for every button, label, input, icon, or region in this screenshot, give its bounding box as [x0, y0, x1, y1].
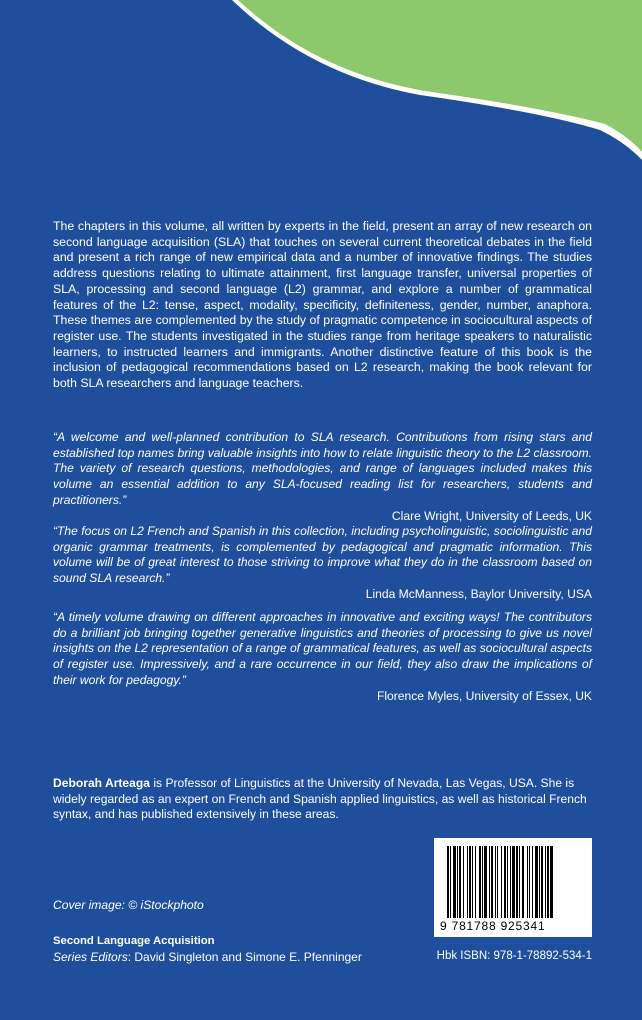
review-2 — [53, 524, 592, 603]
barcode-bar — [495, 846, 496, 918]
barcode-bar — [519, 846, 520, 918]
barcode-number: 9 781788 925341 — [440, 919, 546, 933]
barcode-bar — [545, 846, 546, 918]
review-quote: “A welcome and well-planned contribution to SLA research. Contributions from rising stars and established top names bring valuable insights into how to relate linguistic theory to the L2 classroom. The variety of research questions, methodologies, and range of languages included makes this volume an essential addition to any SLA-focused reading list for researchers, students and practitioners.” — [53, 430, 592, 507]
barcode-bar — [484, 846, 487, 918]
barcode-bar — [475, 846, 476, 918]
barcode-bar — [482, 846, 483, 918]
barcode-bar — [541, 846, 543, 918]
barcode-bar — [469, 846, 471, 918]
barcode-bar — [522, 846, 524, 918]
review-quote: “The focus on L2 French and Spanish in this collection, including psycholinguistic, sociolinguistic and organic grammar treatments, is complemented by pedagogical and pragmatic information. This volume will be of great interest to those striving to improve what they do in the classroom based on sound SLA research.” — [53, 524, 592, 586]
barcode-bar — [491, 846, 493, 918]
series-editors — [53, 950, 362, 964]
review-quote: “A timely volume drawing on different approaches in innovative and exciting ways! The contributors do a brilliant job bringing together generative linguistics and theories of processing to give us novel insights on the L2 representation of a range of grammatical features, as well as sociocultural aspects of register use. Impressively, and a rare occurrence in our field, they also draw the implications of their work for pedagogy.” — [53, 610, 592, 687]
barcode-bar — [510, 846, 511, 918]
barcode-bar — [497, 846, 498, 918]
review-attribution: Linda McManness, Baylor University, USA — [365, 586, 592, 601]
review-attribution: Clare Wright, University of Leeds, UK — [391, 508, 592, 523]
green-swoosh-decoration — [0, 0, 642, 170]
barcode-bar — [489, 846, 490, 918]
author-bio — [53, 776, 592, 823]
barcode-bar — [512, 846, 515, 918]
barcode-bar — [529, 846, 530, 918]
author-name: Deborah Arteaga — [53, 776, 150, 790]
barcode-bar — [447, 846, 449, 918]
review-1 — [53, 430, 592, 524]
barcode-bar — [527, 846, 528, 918]
author-bio-text: is Professor of Linguistics at the University of Nevada, Las Vegas, USA. She is widely regarded as an expert on French and Spanish applied linguistics, as well as historical French syntax, and has published extensively in these areas. — [53, 776, 587, 822]
barcode-bar — [550, 846, 553, 918]
series-editors-names: : David Singleton and Simone E. Pfenninger — [127, 950, 362, 964]
barcode-bar — [457, 846, 458, 918]
barcode-bar — [507, 846, 508, 918]
cover-image-credit: Cover image: © iStockphoto — [53, 898, 204, 912]
barcode-bar — [453, 846, 456, 918]
barcode — [434, 838, 592, 937]
barcode-bar — [479, 846, 481, 918]
review-3 — [53, 610, 592, 704]
barcode-bar — [535, 846, 538, 918]
barcode-bar — [504, 846, 506, 918]
isbn: Hbk ISBN: 978-1-78892-534-1 — [436, 950, 592, 962]
book-description: The chapters in this volume, all written by experts in the field, present an array of new research on second language acquisition (SLA) that touches on several current theoretical debates in the field and present a rich range of new empirical data and a number of innovative findings. The studies address questions relating to ultimate attainment, first language transfer, universal properties of SLA, processing and second language (L2) grammar, and explore a number of grammatical features of the L2: tense, aspect, modality, specificity, definiteness, gender, number, anaphora. These themes are complemented by the study of pragmatic competence in sociocultural aspects of register use. The students investigated in the studies range from heritage speakers to naturalistic learners, to instructed learners and immigrants. Another distinctive feature of this book is the inclusion of pedagogical recommendations based on L2 research, making the book relevant for both SLA researchers and language teachers. — [53, 219, 592, 391]
barcode-bar — [463, 846, 464, 918]
barcode-bar — [459, 846, 461, 918]
barcode-bar — [539, 846, 540, 918]
barcode-bar — [547, 846, 549, 918]
barcode-bars — [447, 846, 579, 918]
series-editors-label: Series Editors — [53, 950, 128, 964]
review-attribution: Florence Myles, University of Essex, UK — [376, 688, 592, 703]
barcode-bar — [532, 846, 533, 918]
barcode-bar — [472, 846, 473, 918]
barcode-bar — [467, 846, 468, 918]
barcode-bar — [501, 846, 502, 918]
series-title: Second Language Acquisition — [53, 935, 215, 947]
barcode-bar — [516, 846, 518, 918]
barcode-bar — [450, 846, 451, 918]
